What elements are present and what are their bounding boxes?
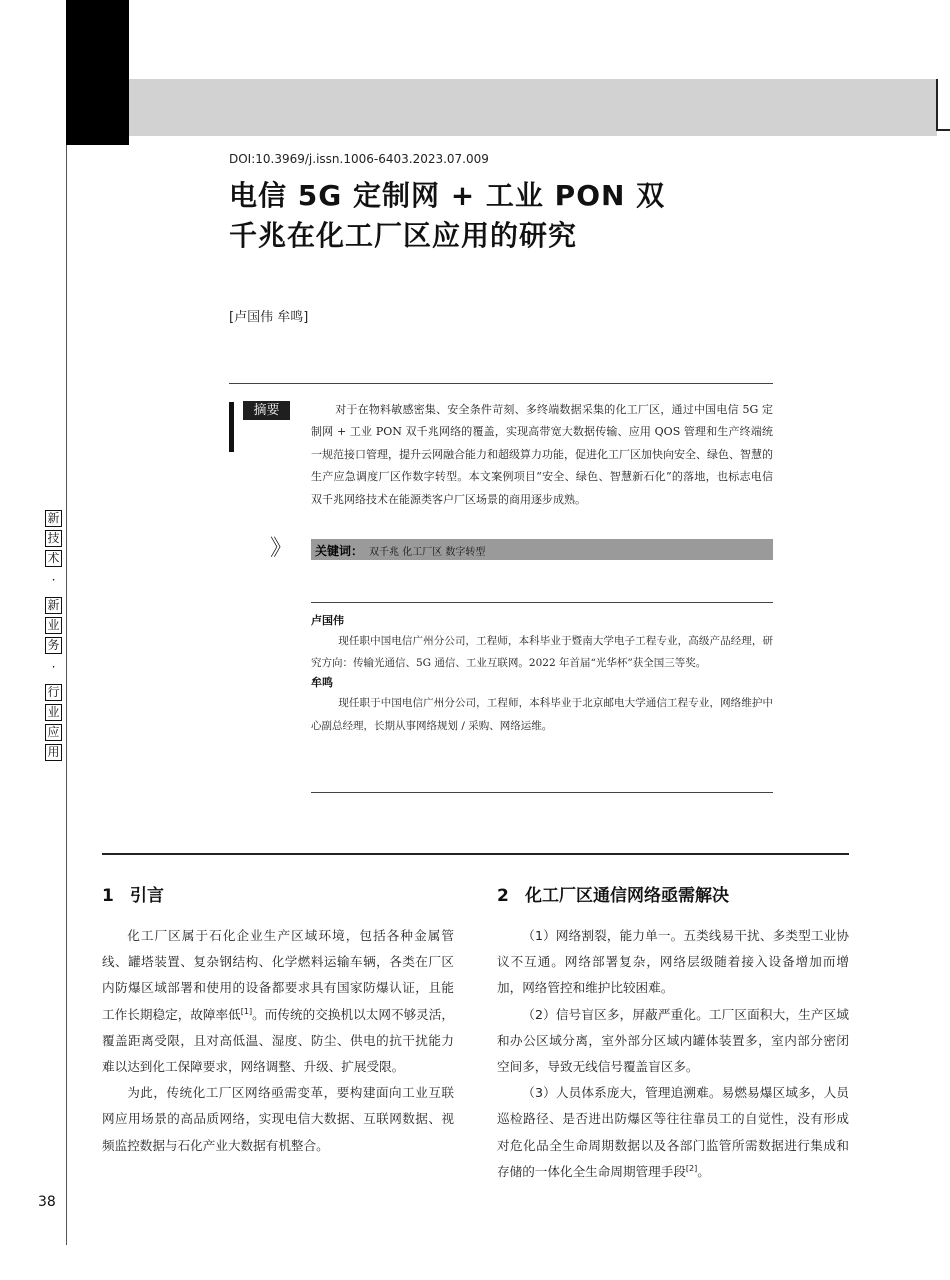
- section1-p1-text: 化工厂区属于石化企业生产区域环境，包括各种金属管线、罐塔装置、复杂钢结构、化学燃料运输车辆，各类在厂区内防爆区域部署和使用的设备都要求具有国家防爆认证，且能工作长期稳定，故障率低: [102, 928, 454, 1022]
- side-label-dot: ·: [51, 660, 56, 674]
- abstract-text: 对于在物料敏感密集、安全条件苛刻、多终端数据采集的化工厂区，通过中国电信 5G 定制网 + 工业 PON 双千兆网络的覆盖，实现高带宽大数据传输、应用 QOS 管理和生产终端统一规范接口管理，提升云网融合能力和超级算力功能，促进化工厂区加快向安全、绿色、智慧的生产应急调度厂区作数字转型。本文案例项目“安全、绿色、智慧新石化”的落地，也标志电信双千兆网络技术在能源类客户厂区场景的商用逐步成熟。: [311, 403, 773, 506]
- section-number-2: 2: [497, 886, 509, 906]
- section2-paragraph-2: （2）信号盲区多，屏蔽严重化。工厂区面积大，生产区域和办公区域分离，室外部分区域内罐体装置多，室内部分密闭空间多，导致无线信号覆盖盲区多。: [497, 1006, 849, 1075]
- keywords-label: 关键词：: [315, 544, 364, 558]
- bio-bottom-rule: [311, 792, 773, 793]
- abstract-side-bar: [229, 402, 234, 452]
- bio-top-rule: [311, 602, 773, 603]
- keywords-arrow-icon: 》: [270, 536, 293, 561]
- bio-name-2: 牟鸣: [311, 676, 333, 690]
- citation-ref-1[interactable]: [1]: [240, 1006, 253, 1016]
- header-right-tick: [936, 129, 950, 131]
- page-left-rule: [66, 145, 67, 1245]
- section-title-1: 引言: [130, 886, 164, 906]
- side-label-char: 用: [45, 744, 62, 761]
- side-label-char: 务: [45, 637, 62, 654]
- author-bios: [311, 612, 773, 737]
- section1-p1-text-cont: 。而传统的交换机以太网不够灵活，覆盖距离受限，且对高低温、湿度、防尘、供电的抗干扰能力难以达到化工保障要求，网络调整、升级、扩展受限。: [102, 1006, 455, 1075]
- keywords-value: 双千兆 化工厂区 数字转型: [369, 547, 486, 558]
- section2-paragraph-3: [497, 1080, 849, 1185]
- body-column-right: [497, 880, 849, 1185]
- citation-ref-2[interactable]: [2]: [685, 1163, 698, 1173]
- side-label-char: 业: [45, 704, 62, 721]
- section2-p3-text: （3）人员体系庞大，管理追溯难。易燃易爆区域多，人员巡检路径、是否进出防爆区等往往靠员工的自觉性，没有形成对危化品全生命周期数据以及各部门监管所需数据进行集成和存储的一体化全生命周期管理手段: [497, 1085, 849, 1179]
- side-label-char: 术: [45, 550, 62, 567]
- keywords-bar: [311, 539, 773, 560]
- article-title-line-1: 电信 5G 定制网 + 工业 PON 双: [229, 179, 666, 212]
- bio-name-1: 卢国伟: [311, 614, 344, 627]
- section1-paragraph-2: 为此，传统化工厂区网络亟需变革，要构建面向工业互联网应用场景的高品质网络，实现电信大数据、互联网数据、视频监控数据与石化产业大数据有机整合。: [102, 1085, 454, 1153]
- article-title-line-2: 千兆在化工厂区应用的研究: [229, 219, 578, 252]
- header-gray-band: [129, 79, 937, 136]
- section2-paragraph-1: （1）网络割裂，能力单一。五类线易干扰、多类型工业协议不互通。网络部署复杂，网络层级随着接入设备增加而增加，网络管控和维护比较困难。: [497, 928, 849, 996]
- bio-text-1: 现任职中国电信广州分公司，工程师，本科毕业于暨南大学电子工程专业，高级产品经理，研究方向：传输光通信、5G 通信、工业互联网。2022 年首届“光华杯”获全国三等奖。: [311, 635, 773, 670]
- page-number: 38: [38, 1194, 56, 1210]
- body-column-left: [102, 880, 454, 1159]
- side-label-char: 应: [45, 724, 62, 741]
- side-label-char: 业: [45, 617, 62, 634]
- author-list: [卢国伟 牟鸣]: [229, 310, 309, 325]
- side-label-dot: ·: [51, 573, 56, 587]
- header-right-rule: [936, 79, 938, 131]
- bio-text-2: 现任职于中国电信广州分公司，工程师，本科毕业于北京邮电大学通信工程专业，网络维护中心副总经理，长期从事网络规划 / 采购、网络运维。: [311, 697, 773, 732]
- section-heading-2: [497, 880, 849, 913]
- section-title-2: 化工厂区通信网络亟需解决: [525, 886, 729, 906]
- section-number-1: 1: [102, 886, 114, 906]
- section-heading-1: [102, 880, 454, 913]
- side-label-char: 行: [45, 684, 62, 701]
- doi-line[interactable]: DOI:10.3969/j.issn.1006-6403.2023.07.009: [229, 152, 489, 166]
- side-label-char: 新: [45, 510, 62, 527]
- side-label-char: 技: [45, 530, 62, 547]
- abstract-label-badge: 摘要: [243, 401, 290, 420]
- header-black-tab: [66, 0, 129, 145]
- section2-p3-text-cont: 。: [697, 1163, 710, 1179]
- body-top-rule: [102, 853, 849, 855]
- side-label-char: 新: [45, 597, 62, 614]
- article-title: [229, 176, 709, 256]
- abstract-top-rule: [229, 383, 773, 384]
- section1-paragraph-1: [102, 923, 454, 1080]
